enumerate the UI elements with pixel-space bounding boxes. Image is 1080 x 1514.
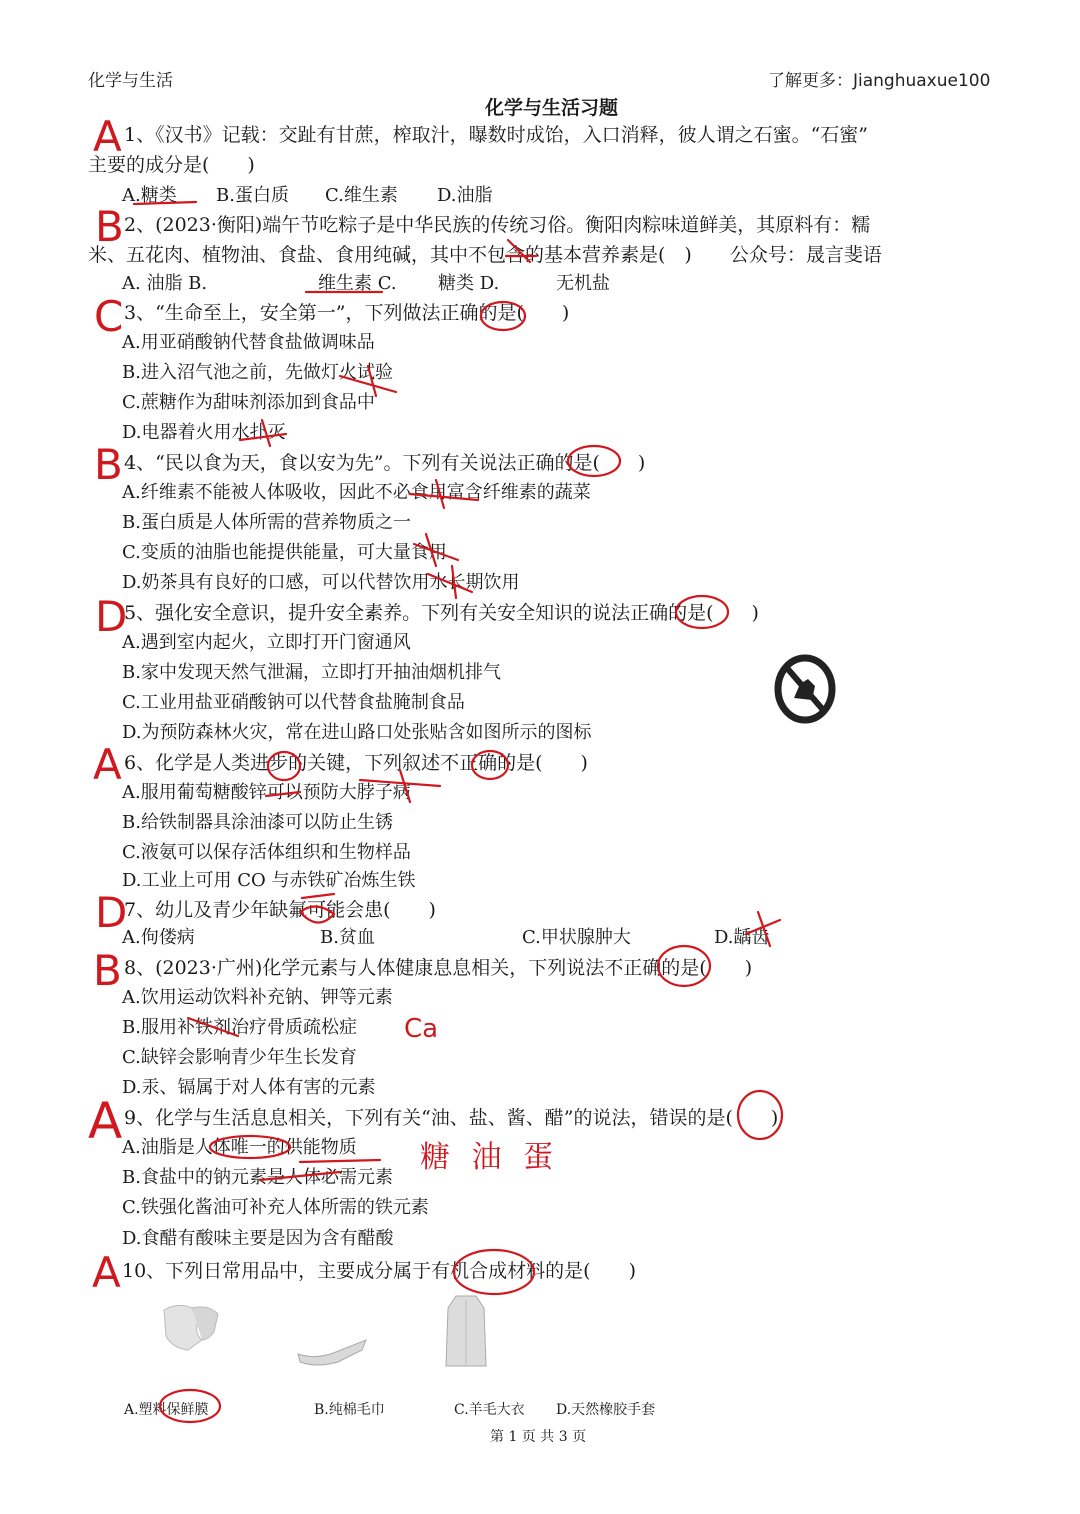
cotton-towel-image [296, 1330, 368, 1368]
option: B.家中发现天然气泄漏，立即打开抽油烟机排气 [122, 662, 501, 683]
question-text: 主要的成分是( ) [88, 154, 255, 176]
option: B.贫血 [320, 927, 375, 948]
option: C.甲状腺肿大 [522, 927, 631, 948]
option: A. 油脂 B. [122, 273, 208, 294]
option: A.佝偻病 [122, 927, 195, 948]
answer-mark: B [94, 440, 123, 489]
option: D.为预防森林火灾，常在进山路口处张贴含如图所示的图标 [122, 722, 592, 743]
header-left: 化学与生活 [88, 71, 173, 91]
question-text: 2、(2023·衡阳)端午节吃粽子是中华民族的传统习俗。衡阳肉粽味道鲜美，其原料有：糯 [124, 214, 871, 236]
answer-mark: D [95, 888, 128, 937]
option: C.铁强化酱油可补充人体所需的铁元素 [122, 1197, 429, 1218]
option: D.食醋有酸味主要是因为含有醋酸 [122, 1228, 394, 1249]
handwritten-note: 糖 油 蛋 [420, 1140, 560, 1175]
wool-coat-image [442, 1292, 490, 1370]
option: C.变质的油脂也能提供能量，可大量食用 [122, 542, 447, 563]
option: A.纤维素不能被人体吸收，因此不必食用富含纤维素的蔬菜 [122, 482, 591, 503]
option-caption: D.天然橡胶手套 [556, 1402, 656, 1418]
option: A.用亚硝酸钠代替食盐做调味品 [122, 332, 375, 353]
option-caption: B.纯棉毛巾 [314, 1402, 385, 1418]
option: B.服用补铁剂治疗骨质疏松症 [122, 1017, 357, 1038]
option: C.蔗糖作为甜味剂添加到食品中 [122, 392, 375, 413]
answer-mark: C [94, 292, 124, 341]
option-caption: C.羊毛大衣 [454, 1402, 525, 1418]
option: B.蛋白质 [216, 185, 289, 206]
handwritten-note: Ca [404, 1014, 439, 1044]
question-text: 3、“生命至上，安全第一”，下列做法正确的是( ) [124, 302, 570, 324]
answer-mark: B [93, 946, 122, 995]
question-text: 6、化学是人类进步的关键，下列叙述不正确的是( ) [124, 752, 588, 774]
option: A.油脂是人体唯一的供能物质 [122, 1137, 357, 1158]
header-right: 了解更多：Jianghuaxue100 [768, 71, 991, 91]
page-footer: 第 1 页 共 3 页 [490, 1429, 587, 1445]
option: 糖类 D. [438, 273, 500, 294]
answer-mark: D [95, 592, 128, 641]
plastic-wrap-image [158, 1300, 224, 1356]
option: 无机盐 [556, 273, 610, 294]
option: A.糖类 [122, 185, 177, 206]
question-text: 4、“民以食为天，食以安为先”。下列有关说法正确的是( ) [124, 452, 646, 474]
option: C.工业用盐亚硝酸钠可以代替食盐腌制食品 [122, 692, 465, 713]
no-fire-sign-image [774, 654, 836, 724]
option: 维生素 C. [318, 273, 397, 294]
option: D.油脂 [437, 185, 493, 206]
answer-mark: A [93, 112, 122, 161]
option-caption: A.塑料保鲜膜 [124, 1402, 209, 1418]
page-title: 化学与生活习题 [485, 97, 619, 119]
option: C.液氨可以保存活体组织和生物样品 [122, 842, 411, 863]
answer-mark: A [92, 1248, 121, 1297]
option: D.工业上可用 CO 与赤铁矿冶炼生铁 [122, 870, 416, 891]
answer-mark: B [95, 202, 124, 251]
question-text: 米、五花肉、植物油、食盐、食用纯碱，其中不包含的基本营养素是( ) 公众号：晟言斐语 [88, 244, 882, 266]
option: C.维生素 [325, 185, 398, 206]
option: B.蛋白质是人体所需的营养物质之一 [122, 512, 411, 533]
question-text: 8、(2023·广州)化学元素与人体健康息息相关，下列说法不正确的是( ) [124, 957, 753, 979]
option: A.遇到室内起火，立即打开门窗通风 [122, 632, 411, 653]
option: D.电器着火用水扑灭 [122, 422, 286, 443]
question-text: 1、《汉书》记载：交趾有甘蔗，榨取汁，曝数时成饴，入口消释，彼人谓之石蜜。“石蜜” [124, 124, 869, 146]
question-text: 5、强化安全意识，提升安全素养。下列有关安全知识的说法正确的是( ) [124, 602, 759, 624]
question-text: 7、幼儿及青少年缺氟可能会患( ) [124, 899, 436, 921]
option: A.饮用运动饮料补充钠、钾等元素 [122, 987, 393, 1008]
option: D.龋齿 [714, 927, 770, 948]
question-text: 10、下列日常用品中，主要成分属于有机合成材料的是( ) [122, 1260, 637, 1282]
question-text: 9、化学与生活息息相关，下列有关“油、盐、酱、醋”的说法，错误的是( ) [124, 1107, 779, 1129]
option: B.食盐中的钠元素是人体必需元素 [122, 1167, 393, 1188]
option: B.进入沼气池之前，先做灯火试验 [122, 362, 393, 383]
option: B.给铁制器具涂油漆可以防止生锈 [122, 812, 393, 833]
option: C.缺锌会影响青少年生长发育 [122, 1047, 357, 1068]
answer-mark: A [93, 740, 122, 789]
option: D.奶茶具有良好的口感，可以代替饮用水长期饮用 [122, 572, 520, 593]
option: D.汞、镉属于对人体有害的元素 [122, 1077, 376, 1098]
option: A.服用葡萄糖酸锌可以预防大脖子病 [122, 782, 411, 803]
answer-mark: A [88, 1092, 123, 1150]
